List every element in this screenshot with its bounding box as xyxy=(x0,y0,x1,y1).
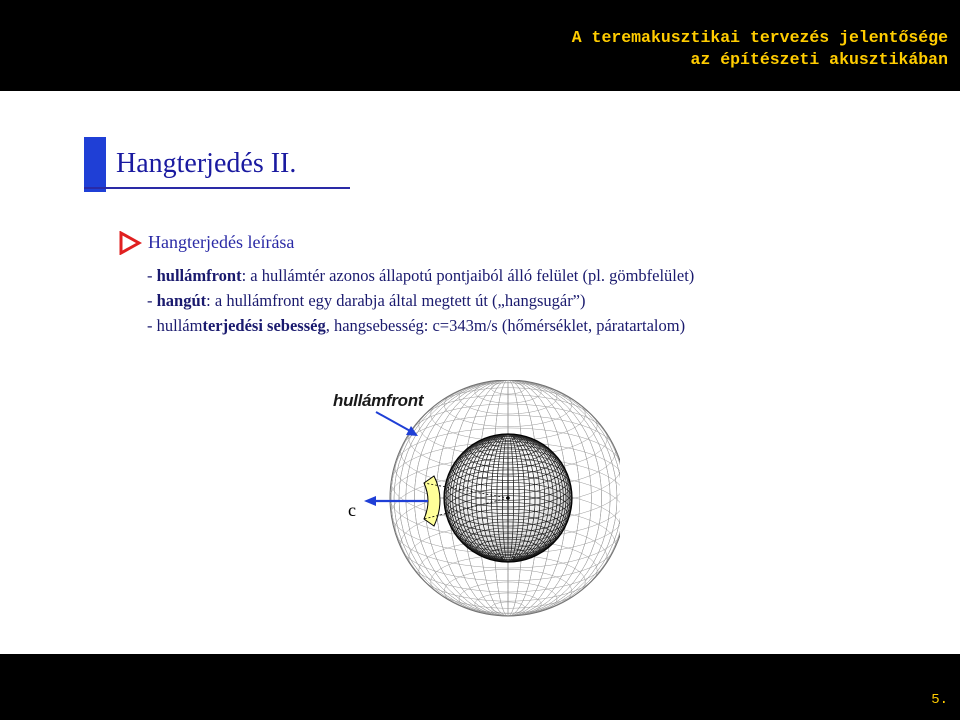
title-accent-block xyxy=(84,137,106,192)
page-number: 5. xyxy=(931,692,948,708)
wavefront-label: hullámfront xyxy=(333,391,424,410)
term-propagation-speed: terjedési sebesség xyxy=(202,316,326,335)
header-title-line-2: az építészeti akusztikában xyxy=(690,50,948,69)
wavefront-pointer-arrow xyxy=(376,412,418,436)
term-wavefront: hullámfront xyxy=(156,266,242,285)
footer-bar xyxy=(0,654,960,720)
speed-label-c: c xyxy=(348,500,356,520)
term-sound-path: hangút xyxy=(156,291,207,310)
wavefront-sphere-diagram xyxy=(320,380,620,640)
definition-line-wavefront: - hullámfront: a hullámtér azonos állapotú pontjaiból álló felület (pl. gömbfelület) xyxy=(147,266,695,285)
header-title-line-1: A teremakusztikai tervezés jelentősége xyxy=(571,28,948,47)
triangle-bullet-icon xyxy=(118,231,142,255)
page-title: Hangterjedés II. xyxy=(116,148,297,179)
definition-line-speed: - hullámterjedési sebesség, hangsebesség: c=343m/s (hőmérséklet, páratartalom) xyxy=(147,316,686,335)
bullet-heading: Hangterjedés leírása xyxy=(148,232,295,252)
definition-line-sound-path: - hangút: a hullámfront egy darabja által megtett út („hangsugár”) xyxy=(147,291,586,310)
title-underline xyxy=(84,187,350,189)
